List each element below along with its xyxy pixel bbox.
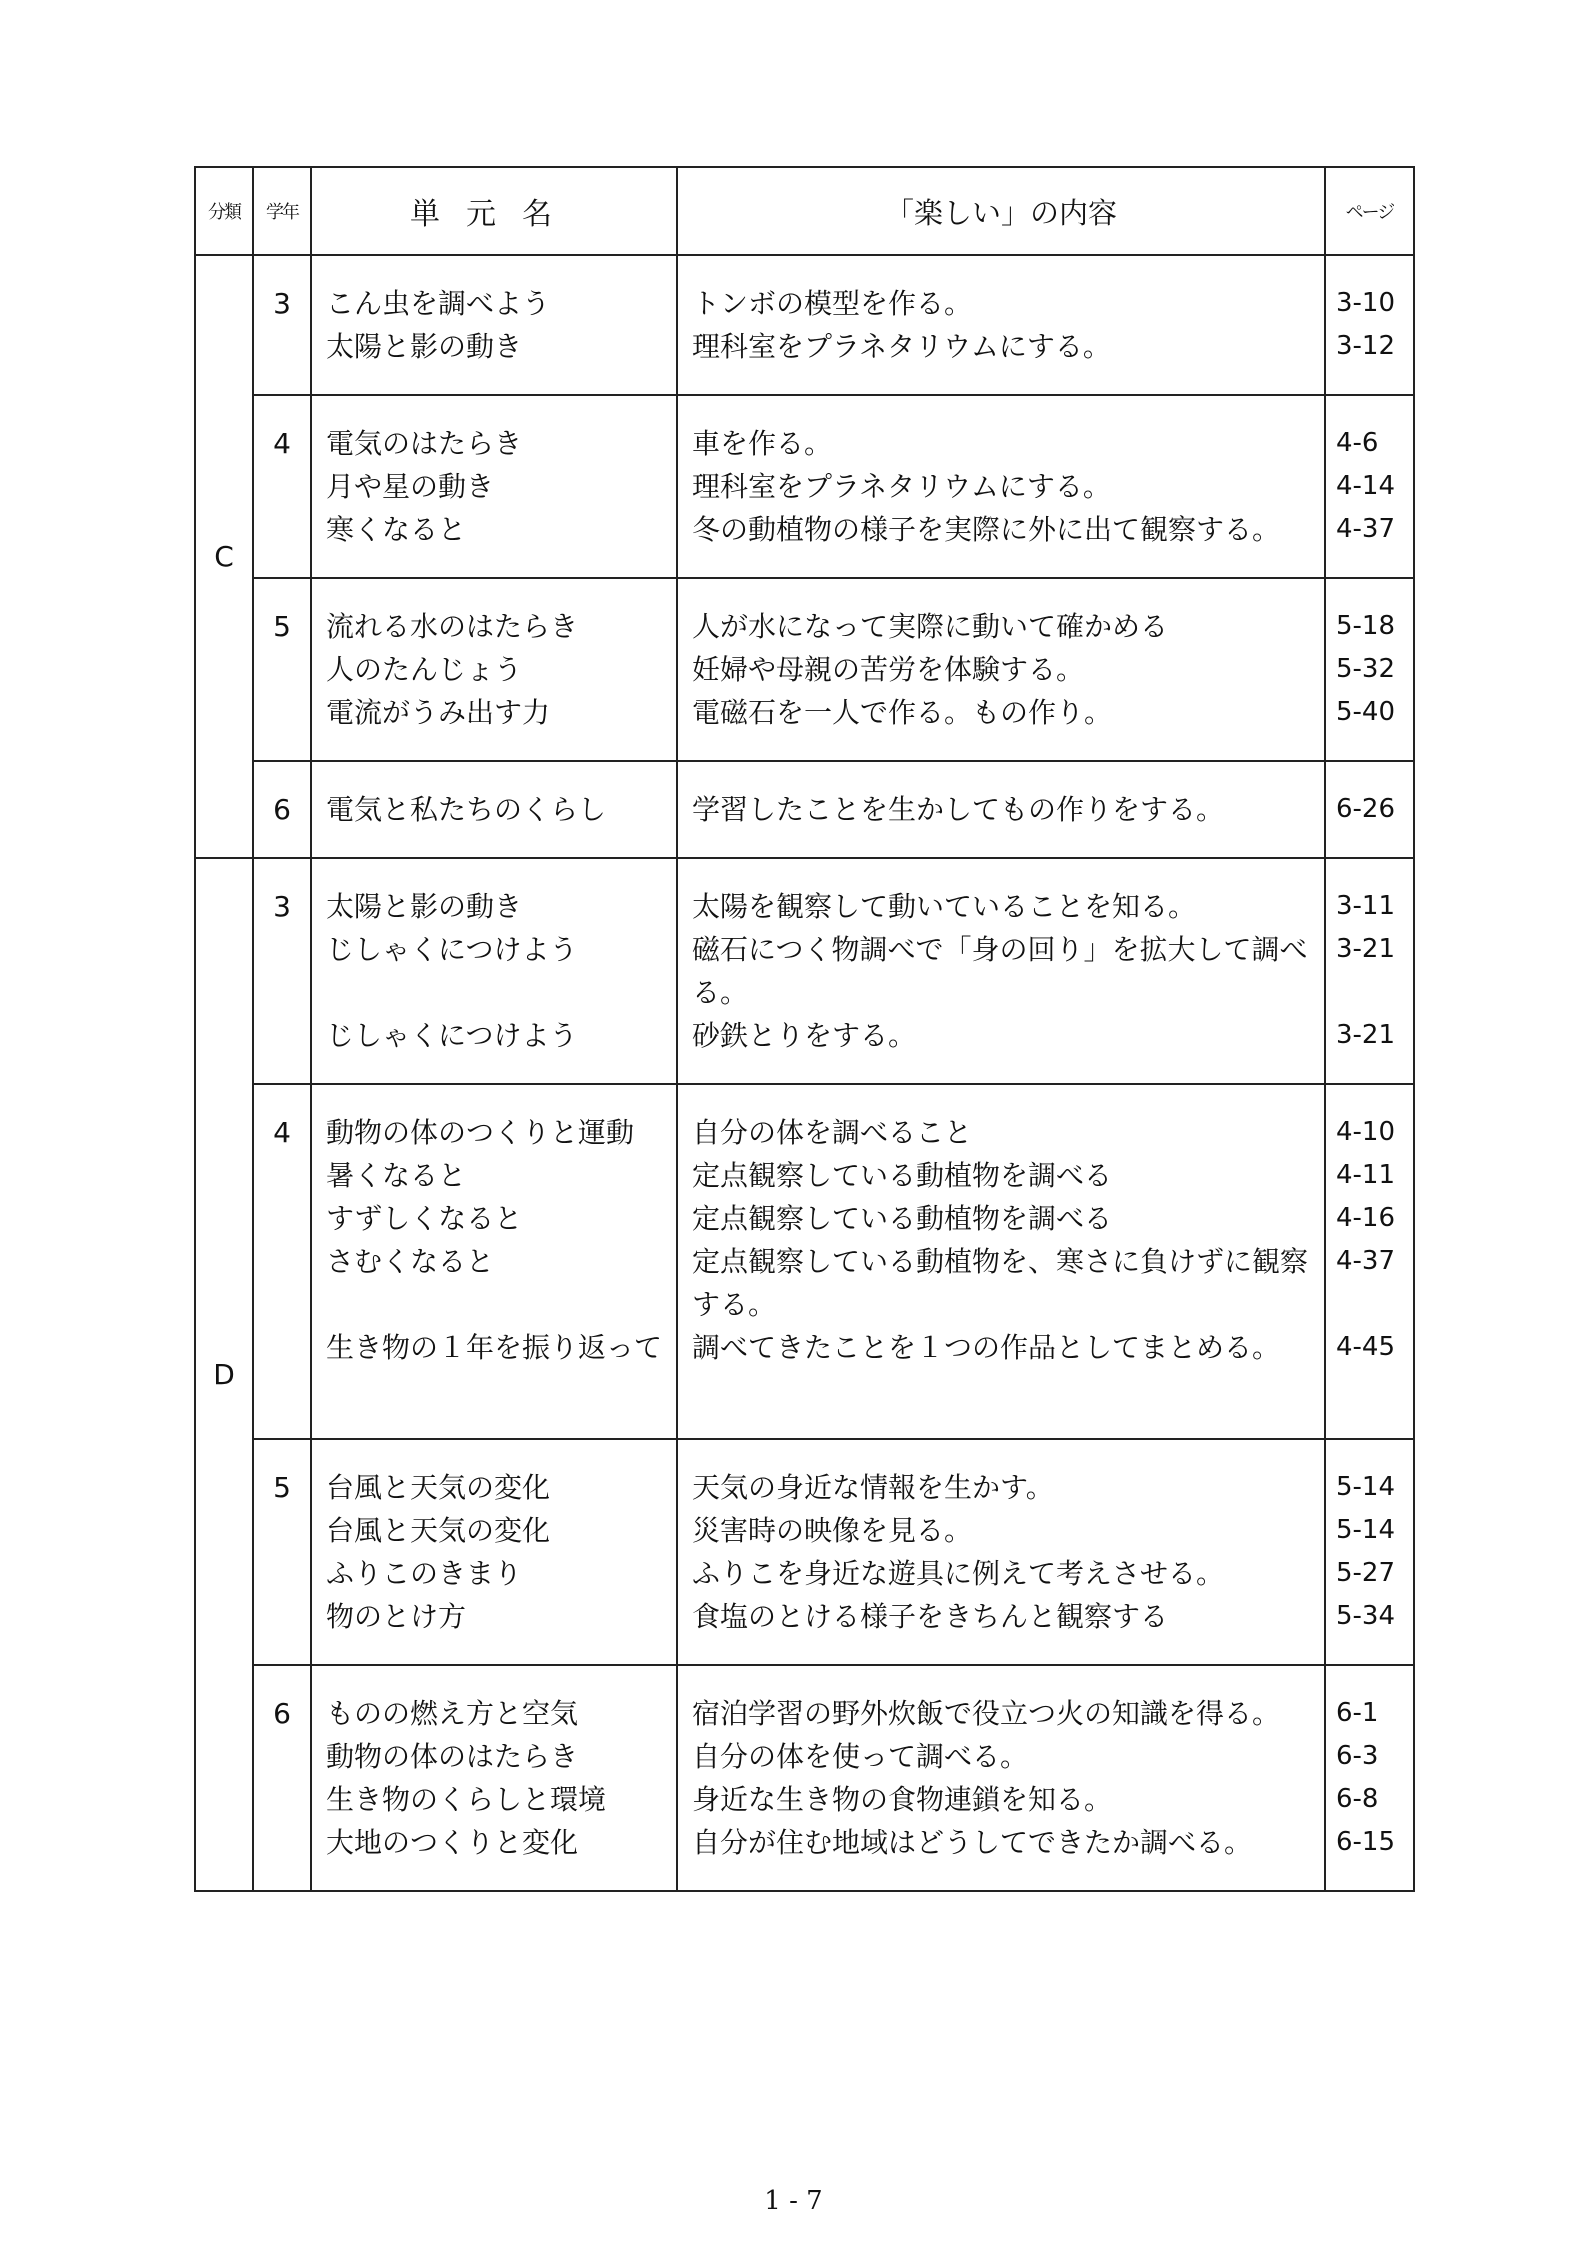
page-ref: 4-45 — [1336, 1332, 1396, 1362]
table-row — [195, 255, 1414, 395]
unit-name: さむくなると — [326, 1245, 495, 1278]
grade-cell: 6 — [253, 1665, 311, 1891]
unit-name: こん虫を調べよう — [326, 287, 551, 320]
header-unit: 単元名 — [311, 167, 677, 255]
content-text: 車を作る。 — [692, 427, 833, 460]
table-row — [195, 1084, 1414, 1439]
content-text: 理科室をプラネタリウムにする。 — [692, 470, 1111, 503]
content-cell — [677, 395, 1325, 578]
unit-cell — [311, 255, 677, 395]
page-ref: 5-40 — [1336, 697, 1396, 727]
unit-name: 大地のつくりと変化 — [326, 1826, 579, 1859]
unit-cell — [311, 1084, 677, 1439]
unit-name: 物のとけ方 — [326, 1600, 467, 1633]
unit-name: 台風と天気の変化 — [326, 1514, 551, 1547]
unit-name: 電気のはたらき — [326, 427, 523, 460]
unit-name: じしゃくにつけよう — [326, 1019, 578, 1052]
table-row — [195, 761, 1414, 858]
unit-name: すずしくなると — [326, 1202, 523, 1235]
page-ref: 4-37 — [1336, 514, 1396, 544]
unit-name: じしゃくにつけよう — [326, 933, 578, 966]
unit-name: 生き物の１年を振り返って — [326, 1331, 663, 1364]
content-cell — [677, 255, 1325, 395]
page-ref: 5-14 — [1336, 1515, 1396, 1545]
grade-cell: 4 — [253, 395, 311, 578]
page-ref: 4-11 — [1336, 1160, 1396, 1190]
unit-name: 動物の体のはたらき — [326, 1740, 579, 1773]
page-cell — [1325, 1084, 1414, 1439]
unit-name: 暑くなると — [326, 1159, 467, 1192]
unit-cell — [311, 395, 677, 578]
curriculum-table — [194, 166, 1415, 1892]
page-cell — [1325, 858, 1414, 1084]
page-cell — [1325, 1665, 1414, 1891]
unit-cell — [311, 761, 677, 858]
grade-cell: 3 — [253, 255, 311, 395]
header-page: ページ — [1325, 167, 1414, 255]
content-cell — [677, 1439, 1325, 1665]
page-ref: 6-3 — [1336, 1741, 1379, 1771]
page-ref: 4-14 — [1336, 471, 1396, 501]
page-ref: 5-27 — [1336, 1558, 1396, 1588]
content-text: 食塩のとける様子をきちんと観察する — [692, 1600, 1169, 1633]
unit-name: 電気と私たちのくらし — [326, 793, 607, 826]
page-ref: 4-10 — [1336, 1117, 1396, 1147]
page-ref: 6-26 — [1336, 794, 1396, 824]
spacer — [1336, 1283, 1409, 1326]
unit-name: 生き物のくらしと環境 — [326, 1783, 607, 1816]
page-ref: 4-37 — [1336, 1246, 1396, 1276]
category-cell: C — [195, 255, 253, 858]
content-text: 冬の動植物の様子を実際に外に出て観察する。 — [692, 513, 1281, 546]
category-cell: D — [195, 858, 253, 1891]
grade-cell: 5 — [253, 1439, 311, 1665]
page-ref: 5-34 — [1336, 1601, 1396, 1631]
page-cell — [1325, 578, 1414, 761]
content-text: 理科室をプラネタリウムにする。 — [692, 330, 1111, 363]
header-content: 「楽しい」の内容 — [677, 167, 1325, 255]
page-ref: 4-16 — [1336, 1203, 1396, 1233]
unit-cell — [311, 858, 677, 1084]
grade-cell: 5 — [253, 578, 311, 761]
unit-name: ふりこのきまり — [326, 1557, 523, 1590]
unit-cell — [311, 578, 677, 761]
unit-name: 月や星の動き — [326, 470, 495, 503]
content-text: 妊婦や母親の苦労を体験する。 — [692, 653, 1085, 686]
content-text: 学習したことを生かしてもの作りをする。 — [692, 793, 1225, 826]
content-text: 定点観察している動植物を調べる — [692, 1159, 1113, 1192]
grade-cell: 3 — [253, 858, 311, 1084]
table-row — [195, 858, 1414, 1084]
page-ref: 3-12 — [1336, 331, 1396, 361]
grade-cell: 4 — [253, 1084, 311, 1439]
page-ref: 3-11 — [1336, 891, 1396, 921]
table-row — [195, 1665, 1414, 1891]
content-text: ふりこを身近な遊具に例えて考えさせる。 — [692, 1557, 1225, 1590]
content-cell — [677, 1665, 1325, 1891]
content-text: 磁石につく物調べで「身の回り」を拡大して調べる。 — [692, 933, 1308, 1009]
content-text: 天気の身近な情報を生かす。 — [692, 1471, 1054, 1504]
unit-name: 電流がうみ出す力 — [326, 696, 551, 729]
content-cell — [677, 761, 1325, 858]
page-ref: 6-8 — [1336, 1784, 1379, 1814]
header-grade: 学年 — [253, 167, 311, 255]
page-ref: 5-32 — [1336, 654, 1396, 684]
unit-cell — [311, 1665, 677, 1891]
unit-name: 流れる水のはたらき — [326, 610, 579, 643]
page-ref: 6-1 — [1336, 1698, 1379, 1728]
content-text: 自分の体を調べること — [692, 1116, 973, 1149]
content-text: 太陽を観察して動いていることを知る。 — [692, 890, 1197, 923]
content-text: トンボの模型を作る。 — [692, 287, 973, 320]
content-text: 定点観察している動植物を調べる — [692, 1202, 1113, 1235]
page-cell — [1325, 1439, 1414, 1665]
content-text: 自分が住む地域はどうしてできたか調べる。 — [692, 1826, 1253, 1859]
page-ref: 3-21 — [1336, 1020, 1396, 1050]
page-cell — [1325, 395, 1414, 578]
page-ref: 3-21 — [1336, 934, 1396, 964]
spacer — [1336, 1369, 1409, 1412]
unit-name: 太陽と影の動き — [326, 330, 523, 363]
content-text: 災害時の映像を見る。 — [692, 1514, 973, 1547]
content-text: 砂鉄とりをする。 — [692, 1019, 917, 1052]
unit-name: ものの燃え方と空気 — [326, 1697, 579, 1730]
content-cell — [677, 578, 1325, 761]
content-text: 宿泊学習の野外炊飯で役立つ火の知識を得る。 — [692, 1697, 1281, 1730]
header-category: 分類 — [195, 167, 253, 255]
grade-cell: 6 — [253, 761, 311, 858]
content-text: 身近な生き物の食物連鎖を知る。 — [692, 1783, 1113, 1816]
spacer — [1336, 971, 1409, 1014]
page-ref: 4-6 — [1336, 428, 1379, 458]
content-text: 定点観察している動植物を、寒さに負けずに観察する。 — [692, 1245, 1309, 1321]
content-text: 人が水になって実際に動いて確かめる — [692, 610, 1169, 643]
unit-name: 動物の体のつくりと運動 — [326, 1116, 635, 1149]
content-text: 自分の体を使って調べる。 — [692, 1740, 1029, 1773]
page-ref: 5-18 — [1336, 611, 1396, 641]
table-row — [195, 395, 1414, 578]
table-row — [195, 1439, 1414, 1665]
page-ref: 3-10 — [1336, 288, 1396, 318]
table-row — [195, 578, 1414, 761]
content-text: 調べてきたことを１つの作品としてまとめる。 — [692, 1331, 1281, 1364]
unit-name: 人のたんじょう — [326, 653, 523, 686]
unit-name: 台風と天気の変化 — [326, 1471, 551, 1504]
page-cell — [1325, 761, 1414, 858]
table-header-row — [195, 167, 1414, 255]
page-number: 1 - 7 — [764, 2186, 823, 2216]
content-cell — [677, 858, 1325, 1084]
content-cell — [677, 1084, 1325, 1439]
page-cell — [1325, 255, 1414, 395]
unit-name: 寒くなると — [326, 513, 467, 546]
page-ref: 5-14 — [1336, 1472, 1396, 1502]
page-ref: 6-15 — [1336, 1827, 1396, 1857]
content-text: 電磁石を一人で作る。もの作り。 — [692, 696, 1113, 729]
unit-name: 太陽と影の動き — [326, 890, 523, 923]
unit-cell — [311, 1439, 677, 1665]
table-body — [195, 255, 1414, 1891]
